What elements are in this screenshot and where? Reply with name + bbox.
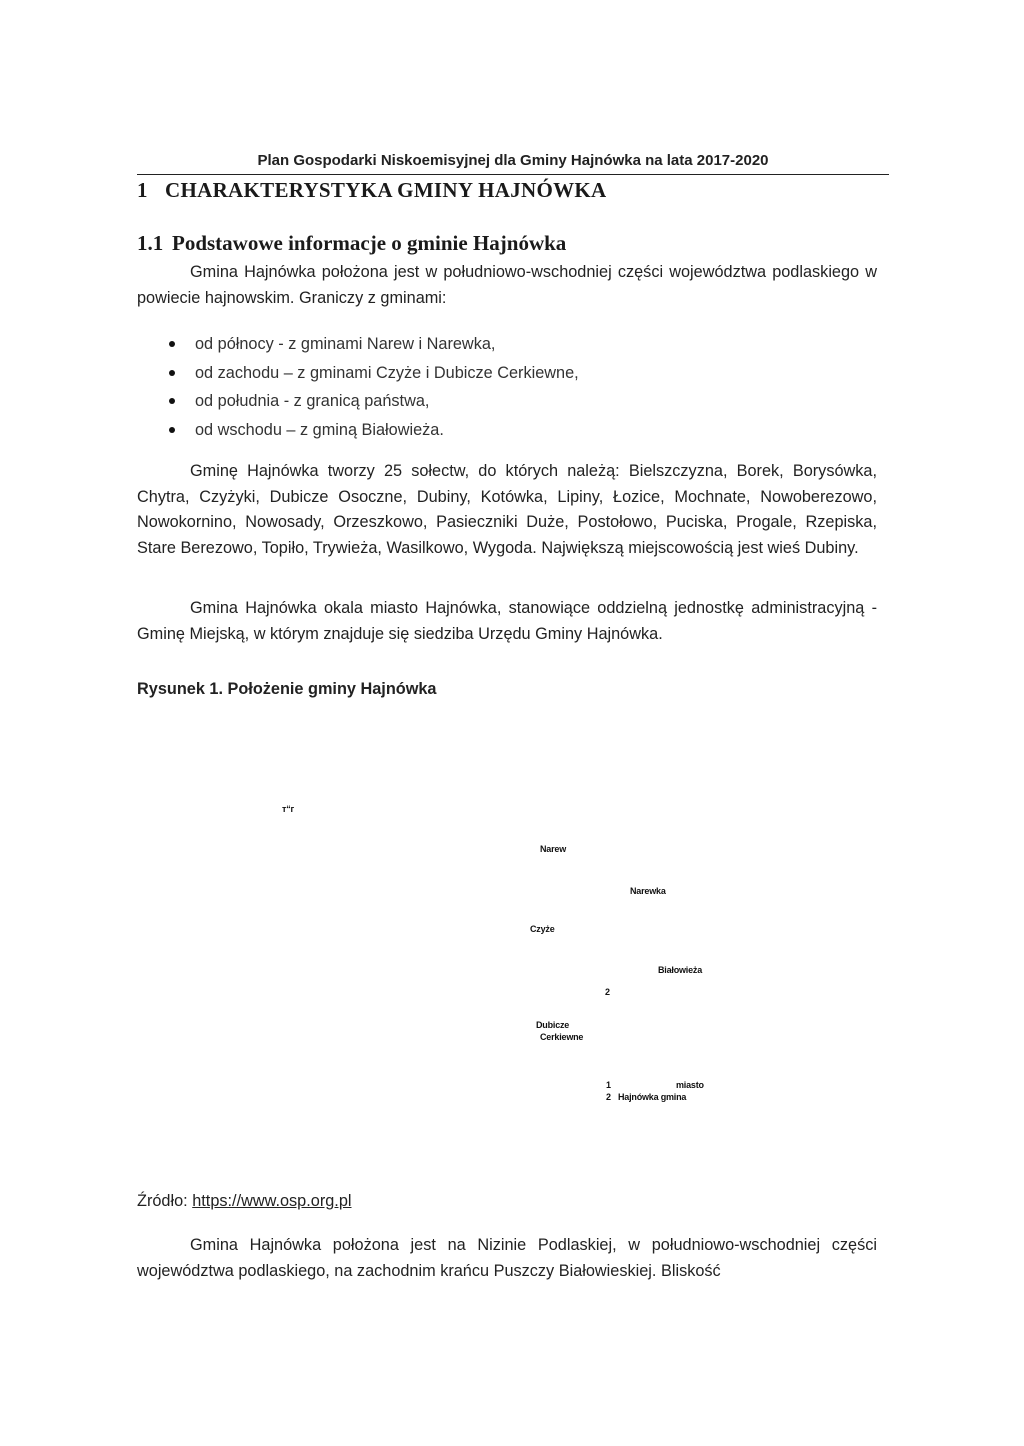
- chapter-heading: [137, 178, 607, 203]
- chapter-number: 1: [137, 178, 148, 202]
- map-label-number-2: 2: [605, 987, 610, 997]
- location-map: [260, 780, 780, 1160]
- map-legend-1-text: miasto: [676, 1080, 704, 1090]
- list-item: od północy - z gminami Narew i Narewka,: [137, 331, 877, 360]
- map-legend-2-number: 2: [606, 1092, 611, 1102]
- figure-caption: Rysunek 1. Położenie gminy Hajnówka: [137, 680, 437, 698]
- map-label-bialowieza: Białowieża: [658, 965, 703, 975]
- source-link[interactable]: https://www.osp.org.pl: [192, 1192, 352, 1210]
- source-label: Źródło:: [137, 1192, 188, 1210]
- list-item: od wschodu – z gminą Białowieża.: [137, 417, 877, 446]
- bullet-icon: [169, 370, 175, 376]
- header-rule: [137, 174, 889, 175]
- city-paragraph: Gmina Hajnówka okala miasto Hajnówka, stanowiące oddzielną jednostkę administracyjną - Gminę Miejską, w którym znajduje się siedziba Urzędu Gminy Hajnówka.: [137, 599, 877, 643]
- figure-source: [137, 1192, 352, 1211]
- intro-paragraph: [137, 260, 877, 311]
- bullet-icon: [169, 398, 175, 404]
- map-label-czyze: Czyże: [530, 924, 555, 934]
- list-item: od południa - z granicą państwa,: [137, 388, 877, 417]
- map-label-narew: Narew: [540, 844, 567, 854]
- section-title: Podstawowe informacje o gminie Hajnówka: [172, 231, 567, 255]
- chapter-title: CHARAKTERYSTYKA GMINY HAJNÓWKA: [165, 178, 607, 202]
- map-label-narewka: Narewka: [630, 886, 666, 896]
- closing-paragraph: Gmina Hajnówka położona jest na Nizinie Podlaskiej, w południowo-wschodniej części województwa podlaskiego, na zachodnim krańcu Puszczy Białowieskiej. Bliskość: [137, 1236, 877, 1280]
- borders-list: [137, 331, 877, 445]
- map-legend-1-number: 1: [606, 1080, 611, 1090]
- section-heading: [137, 231, 566, 256]
- bullet-icon: [169, 427, 175, 433]
- map-label-dubicze-2: Cerkiewne: [540, 1032, 584, 1042]
- map-legend-2-text: Hajnówka gmina: [618, 1092, 687, 1102]
- solectwa-paragraph: Gminę Hajnówka tworzy 25 sołectw, do których należą: Bielszczyzna, Borek, Borysówka, Chytra, Czyżyki, Dubicze Osoczne, Dubiny, Kotówka, Lipiny, Łozice, Mochnate, Nowoberezowo, Nowokornino, Nowosady, Orzeszkowo, Pasieczniki Duże, Postołowo, Puciska, Progale, Rzepiska, Stare Berezowo, Topiło, Trywieża, Wasilkowo, Wygoda. Największą miejscowością jest wieś Dubiny.: [137, 462, 877, 557]
- bullet-icon: [169, 341, 175, 347]
- running-header: Plan Gospodarki Niskoemisyjnej dla Gminy Hajnówka na lata 2017-2020: [257, 152, 769, 169]
- section-number: 1.1: [137, 231, 164, 255]
- map-label-dubicze-1: Dubicze: [536, 1020, 570, 1030]
- list-item: od zachodu – z gminami Czyże i Dubicze Cerkiewne,: [137, 360, 877, 389]
- intro-text: Gmina Hajnówka położona jest w południowo-wschodniej części województwa podlaskiego w powiecie hajnowskim. Graniczy z gminami:: [137, 263, 877, 307]
- map-corner-label: т“г: [282, 804, 295, 814]
